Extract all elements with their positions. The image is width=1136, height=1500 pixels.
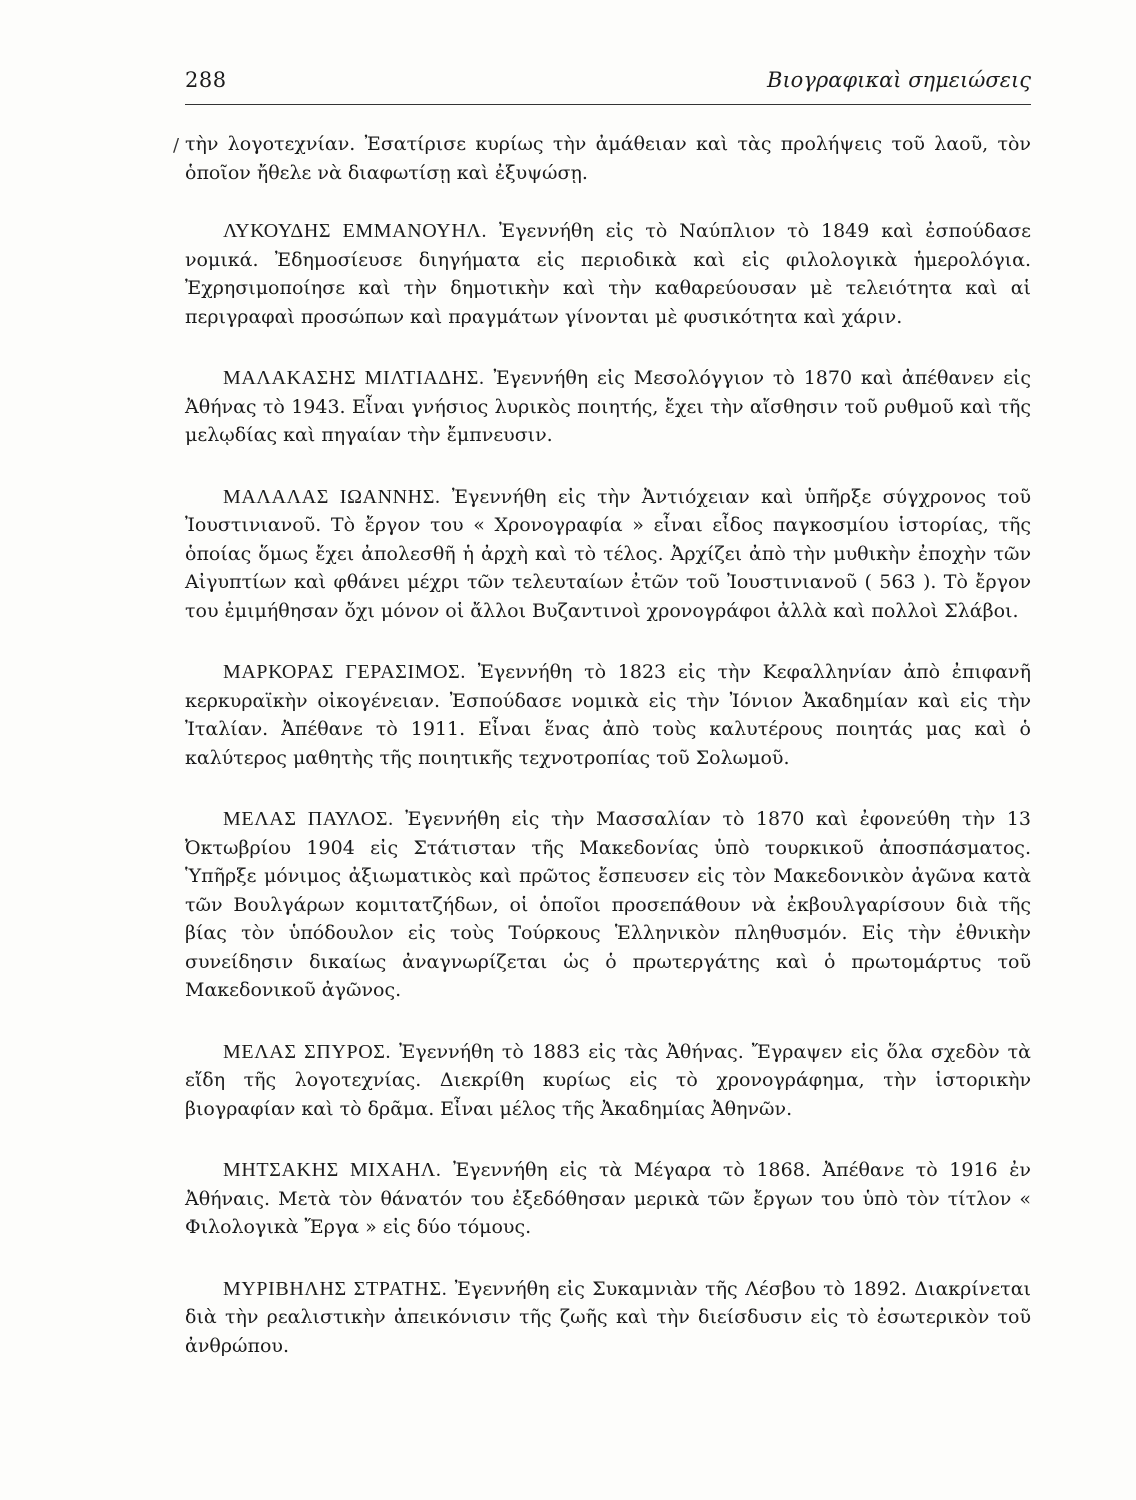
entry-name: ΜΗΤΣΑΚΗΣ ΜΙΧΑΗΛ. (223, 1159, 442, 1181)
entry-text: Ἐγεννήθη εἰς τὴν Ἀντιόχειαν καὶ ὑπῆρξε σύγχρονος τοῦ Ἰουστινιανοῦ. Τὸ ἔργον του « Χρονογραφία » εἶναι εἶδος παγκοσμίου ἱστορίας, τῆς ὁποίας ὅμως ἔχει ἀπολεσθῆ ἡ ἀρχὴ καὶ τὸ τέλος. Ἀρχίζει ἀπὸ τὴν μυθικὴν ἐποχὴν τῶν Αἰγυπτίων καὶ φθάνει μέχρι τῶν τελευταίων ἐτῶν τοῦ Ἰουστινιανοῦ ( 563 ). Τὸ ἔργον του ἐμιμήθησαν ὄχι μόνον οἱ ἄλλοι Βυζαντινοὶ χρονογράφοι ἀλλὰ καὶ πολλοὶ Σλάβοι. (185, 485, 1031, 622)
entry-name: ΛΥΚΟΥΔΗΣ ΕΜΜΑΝΟΥΗΛ. (223, 220, 488, 242)
entry-lykoudis (185, 217, 1031, 331)
paragraph-text: τὴν λογοτεχνίαν. Ἐσατίρισε κυρίως τὴν ἀμάθειαν καὶ τὰς προλήψεις τοῦ λαοῦ, τὸν ὁποῖον ἤθελε νὰ διαφωτίσῃ καὶ ἐξυψώσῃ. (185, 133, 1031, 184)
entry-name: ΜΕΛΑΣ ΣΠΥΡΟΣ. (223, 1040, 392, 1063)
entry-melas-spyros (185, 1038, 1031, 1124)
entry-name: ΜΑΛΑΛΑΣ ΙΩΑΝΝΗΣ. (223, 485, 441, 508)
running-head: Βιογραφικαὶ σημειώσεις (767, 68, 1031, 92)
entry-text: Ἐγεννήθη τὸ 1823 εἰς τὴν Κεφαλληνίαν ἀπὸ ἐπιφανῆ κερκυραϊκὴν οἰκογένειαν. Ἐσπούδασε νομικὰ εἰς τὴν Ἰόνιον Ἀκαδημίαν καὶ εἰς τὴν Ἰταλίαν. Ἀπέθανε τὸ 1911. Εἶναι ἕνας ἀπὸ τοὺς καλυτέρους ποιητάς μας καὶ ὁ καλύτερος μαθητὴς τῆς ποιητικῆς τεχνοτροπίας τοῦ Σολωμοῦ. (185, 661, 1031, 769)
entry-text: Ἐγεννήθη εἰς τὸ Ναύπλιον τὸ 1849 καὶ ἐσπούδασε νομικά. Ἐδημοσίευσε διηγήματα εἰς περιοδικὰ καὶ εἰς φιλολογικὰ ἡμερολόγια. Ἐχρησιμοποίησε καὶ τὴν δημοτικὴν καὶ τὴν καθαρεύουσαν μὲ τελειότητα καὶ αἱ περιγραφαὶ προσώπων καὶ πραγμάτων γίνονται μὲ φυσικότητα καὶ χάριν. (185, 220, 1032, 328)
entry-text: Ἐγεννήθη εἰς Συκαμνιὰν τῆς Λέσβου τὸ 1892. Διακρίνεται διὰ τὴν ρεαλιστικὴν ἀπεικόνισιν τῆς ζωῆς καὶ τὴν διείσδυσιν εἰς τὸ ἐσωτερικὸν τοῦ ἀνθρώπου. (185, 1277, 1031, 1357)
continued-paragraph (173, 130, 1031, 187)
entry-melas-pavlos (185, 805, 1031, 1005)
page-number: 288 (185, 68, 227, 92)
entry-text: Ἐγεννήθη εἰς τὰ Μέγαρα τὸ 1868. Ἀπέθανε τὸ 1916 ἐν Ἀθήναις. Μετὰ τὸν θάνατόν του ἐξεδόθησαν μερικὰ τῶν ἔργων του ὑπὸ τὸν τίτλον « Φιλολογικὰ Ἔργα » εἰς δύο τόμους. (185, 1159, 1031, 1238)
entry-mitsakis (185, 1156, 1031, 1242)
body-text (173, 130, 1032, 1393)
entry-name: ΜΑΛΑΚΑΣΗΣ ΜΙΛΤΙΑΔΗΣ. (223, 367, 485, 389)
entry-myrivilis (185, 1275, 1031, 1361)
entry-malakasis (185, 364, 1031, 450)
entry-text: Ἐγεννήθη εἰς Μεσολόγγιον τὸ 1870 καὶ ἀπέθανεν εἰς Ἀθήνας τὸ 1943. Εἶναι γνήσιος λυρικὸς ποιητής, ἔχει τὴν αἴσθησιν τοῦ ρυθμοῦ καὶ τῆς μελῳδίας καὶ πηγαίαν τὴν ἔμπνευσιν. (185, 367, 1032, 446)
entry-name: ΜΥΡΙΒΗΛΗΣ ΣΤΡΑΤΗΣ. (223, 1277, 448, 1300)
entry-text: Ἐγεννήθη εἰς τὴν Μασσαλίαν τὸ 1870 καὶ ἐφονεύθη τὴν 13 Ὀκτωβρίου 1904 εἰς Στάτισταν τῆς Μακεδονίας ὑπὸ τουρκικοῦ ἀποσπάσματος. Ὑπῆρξε μόνιμος ἀξιωματικὸς καὶ πρῶτος ἔσπευσεν εἰς τὸν Μακεδονικὸν ἀγῶνα κατὰ τῶν Βουλγάρων κομιτατζήδων, οἱ ὁποῖοι προσεπάθουν νὰ ἐκβουλγαρίσουν διὰ τῆς βίας τὸν ὑπόδουλον εἰς τοὺς Τούρκους Ἑλληνικὸν πληθυσμόν. Εἰς τὴν ἐθνικὴν συνείδησιν δικαίως ἀναγνωρίζεται ὡς ὁ πρωτεργάτης καὶ ὁ πρωτομάρτυς τοῦ Μακεδονικοῦ ἀγῶνος. (185, 808, 1031, 1001)
entry-text: Ἐγεννήθη τὸ 1883 εἰς τὰς Ἀθήνας. Ἔγραψεν εἰς ὅλα σχεδὸν τὰ εἴδη τῆς λογοτεχνίας. Διεκρίθη κυρίως εἰς τὸ χρονογράφημα, τὴν ἱστορικὴν βιογραφίαν καὶ τὸ δρᾶμα. Εἶναι μέλος τῆς Ἀκαδημίας Ἀθηνῶν. (185, 1040, 1032, 1120)
entry-malalas (185, 483, 1031, 626)
entry-markoras (185, 658, 1031, 772)
entry-name: ΜΕΛΑΣ ΠΑΥΛΟΣ. (223, 808, 394, 830)
entry-name: ΜΑΡΚΟΡΑΣ ΓΕΡΑΣΙΜΟΣ. (223, 661, 467, 683)
margin-mark: / (173, 135, 180, 156)
page-header (185, 64, 1031, 105)
